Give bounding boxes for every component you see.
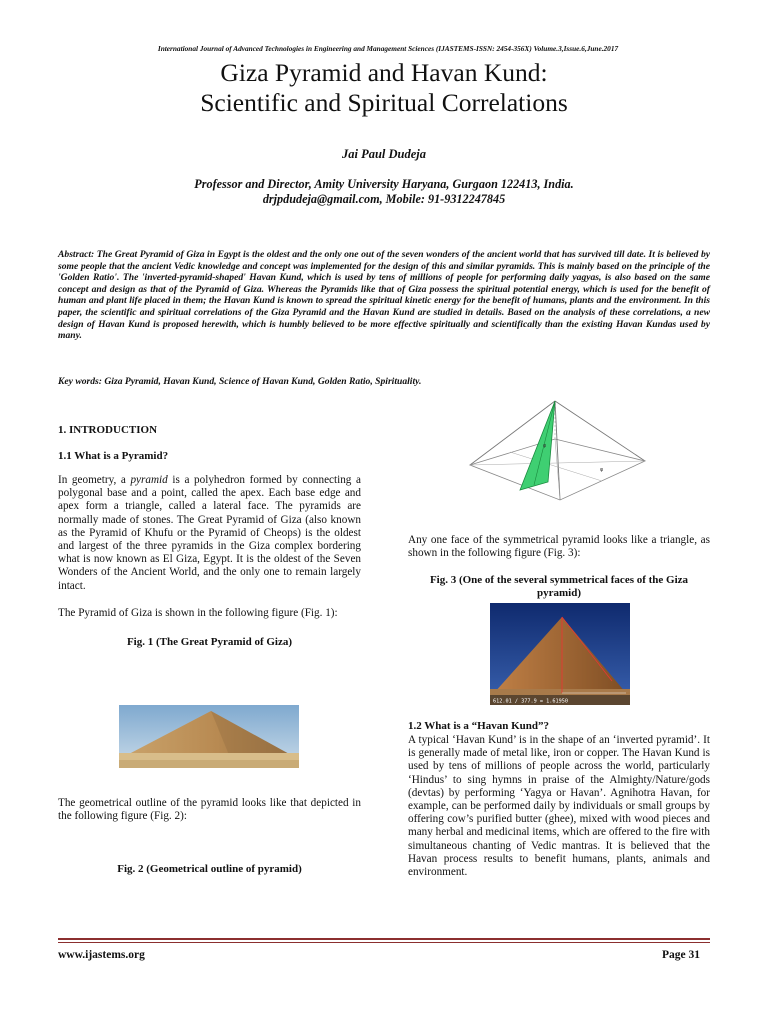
footer-rule: [58, 942, 710, 943]
paper-title: [0, 58, 768, 118]
subsection-heading-havan-kund: 1.2 What is a “Havan Kund”?: [408, 720, 550, 732]
left-column-lower: [58, 797, 361, 876]
right-column: [408, 534, 710, 600]
paragraph-fig1-intro: The Pyramid of Giza is shown in the following figure (Fig. 1):: [58, 606, 338, 619]
abstract: Abstract: The Great Pyramid of Giza in Egypt is the oldest and the only one out of the seven wonders of the ancient world that has survived till date. It is believed by some people that the ancient Vedic knowledge and concept was implemented for the design of this and similar pyramids. This is mainly based on the principle of the 'Golden Ratio'. The 'inverted-pyramid-shaped' Havan Kund, which is used by tens of millions of people for performing daily yagyas, is also based on the same concept and design as that of the Pyramid of Giza. Whereas the Pyramids like that of Giza possess the spiritual potential energy, which is used for the benefit of human and plant life placed in them; the Havan Kund is known to spread the spiritual kinetic energy for the benefit of humans, plants and the environment. In this paper, the scientific and spiritual correlations of the Giza Pyramid and the Havan Kund are studied in details. Based on the analysis of these correlations, a new design of Havan Kund is proposed herewith, which is humbly believed to be more effective spiritually and scientifically than the existing Havan Kundas used by many.: [58, 249, 710, 342]
left-column: [58, 424, 361, 649]
section-heading-introduction: 1. INTRODUCTION: [58, 424, 158, 436]
paragraph-fig2-intro: The geometrical outline of the pyramid looks like that depicted in the following figure (Fig. 2):: [58, 797, 361, 823]
emphasis-pyramid: pyramid: [130, 474, 168, 486]
figure-3-caption: Fig. 3 (One of the several symmetrical faces of the Giza pyramid): [429, 574, 689, 600]
title-line-1: Giza Pyramid and Havan Kund:: [220, 58, 548, 87]
pyramid-face-photo: [490, 603, 630, 705]
text-run: In geometry, a: [58, 474, 131, 486]
ratio-readout: 612.01 / 377.9 = 1.61950: [493, 698, 568, 705]
figure-2-caption: Fig. 2 (Geometrical outline of pyramid): [117, 863, 302, 876]
footer-url[interactable]: www.ijastems.org: [58, 949, 145, 961]
text-run: is a polyhedron formed by connecting a polygonal base and a point, called the apex. Each base edge and apex form a triangle, called a lateral face. The pyramids are normally made of stones. The Great Pyramid of Giza (also known as the Pyramid of Khufu or the Pyramid of Cheops) is the oldest and largest of the three pyramids in the Giza complex bordering what is now known as El Giza, Egypt. It is the oldest of the Seven Wonders of the Ancient World, and the only one to remain largely intact.: [58, 474, 361, 592]
author-name: Jai Paul Dudeja: [341, 147, 427, 161]
paragraph-fig3-intro: Any one face of the symmetrical pyramid looks like a triangle, as shown in the following figure (Fig. 3):: [408, 534, 710, 560]
title-line-2: Scientific and Spiritual Correlations: [200, 88, 568, 117]
subsection-heading-pyramid: 1.1 What is a Pyramid?: [58, 450, 169, 462]
footer-rule: [58, 938, 710, 940]
diagram-label: φ: [600, 467, 604, 473]
contact-line: drjpdudeja@gmail.com, Mobile: 91-9312247845: [262, 192, 506, 206]
figure-1-caption: Fig. 1 (The Great Pyramid of Giza): [126, 636, 293, 649]
keywords: Key words: Giza Pyramid, Havan Kund, Science of Havan Kund, Golden Ratio, Spirituality.: [58, 376, 422, 387]
pyramid-geometry-diagram: [450, 395, 665, 517]
paragraph-pyramid-definition: [58, 474, 361, 593]
affiliation-line: Professor and Director, Amity University Haryana, Gurgaon 122413, India.: [194, 177, 574, 191]
diagram-label: φ: [543, 443, 547, 449]
giza-pyramid-photo: [119, 705, 299, 768]
page-number: Page 31: [662, 949, 701, 961]
author-affiliation: [0, 177, 768, 207]
journal-header: International Journal of Advanced Technologies in Engineering and Management Sciences (IJASTEMS-ISSN: 2454-356X) Volume.3,Issue.6,June.2017: [157, 44, 619, 53]
paragraph-havan-kund: A typical ‘Havan Kund’ is in the shape of an ‘inverted pyramid’. It is generally made of metal like, iron or copper. The Havan Kund is used by tens of millions of people across the world, particularly ‘Hindus’ to sing hymns in praise of the Almighty/Nature/gods (devtas) by performing ‘Yagya or Havan’. Agnihotra Havan, for example, can be performed daily by individuals or small groups by offering cow’s purified butter (ghee), mixed with wood pieces and many herbal and medicinal items, which are offered to the fire with simultaneous chanting of Vedic mantras. It is believed that the Havan process results to benefit humans, plants, animals and environment.: [408, 734, 710, 879]
right-column-lower: [408, 720, 710, 879]
